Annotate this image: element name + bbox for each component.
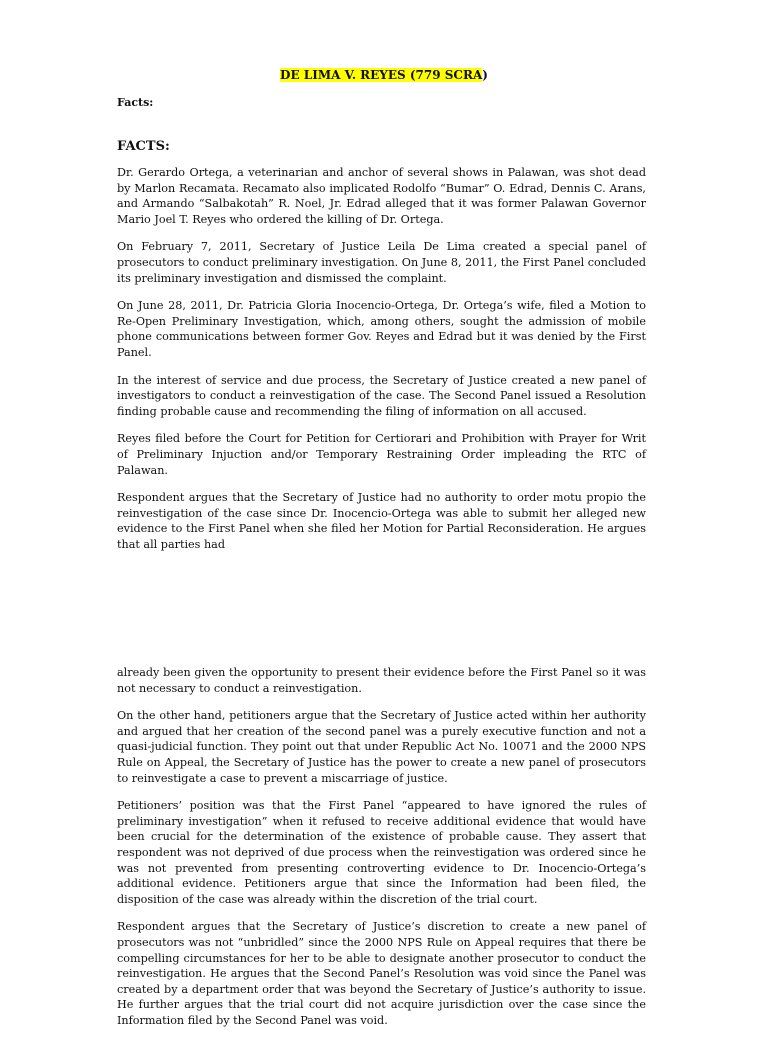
page-two-text xyxy=(117,665,646,1040)
paragraph: Respondent argues that the Secretary of Justice had no authority to order motu propio the reinvestigation of the case since Dr. Inocencio-Ortega was able to submit her alleged new evidence to the First Panel when she filed her Motion for Partial Reconsideration. He argues that all parties had xyxy=(117,491,646,551)
paragraph: Respondent argues that the Secretary of Justice’s discretion to create a new panel of prosecutors was not “unbridled” since the 2000 NPS Rule on Appeal requires that there be compelling circumstances for her to be able to designate another prosecutor to conduct the reinvestigation. He argues that the Second Panel’s Resolution was void since the Panel was created by a department order that was beyond the Secretary of Justice’s authority to issue. He further argues that the trial court did not acquire jurisdiction over the case since the Information filed by the Second Panel was void. xyxy=(117,920,646,1027)
paragraph: On June 28, 2011, Dr. Patricia Gloria Inocencio-Ortega, Dr. Ortega’s wife, filed a Motion to Re-Open Preliminary Investigation, which, among others, sought the admission of mobile phone communications between former Gov. Reyes and Edrad but it was denied by the First Panel. xyxy=(117,299,646,359)
case-title-highlight: DE LIMA V. REYES (779 SCRA xyxy=(280,68,483,82)
paragraph: In the interest of service and due process, the Secretary of Justice created a new panel of investigators to conduct a reinvestigation of the case. The Second Panel issued a Resolution finding probable cause and recommending the filing of information on all accused. xyxy=(117,373,646,418)
paragraph: Reyes filed before the Court for Petition for Certiorari and Prohibition with Prayer for Writ of Preliminary Injuction and/or Temporary Restraining Order impleading the RTC of Palawan. xyxy=(117,432,646,477)
case-title xyxy=(0,67,768,83)
page-one-text xyxy=(117,165,646,564)
paragraph: Petitioners’ position was that the First Panel “appeared to have ignored the rules of preliminary investigation” when it refused to receive additional evidence that would have been crucial for the determination of the existence of probable cause. They assert that respondent was not deprived of due process when the reinvestigation was ordered since he was not prevented from presenting controverting evidence to Dr. Inocencio-Ortega’s additional evidence. Petitioners argue that since the Information had been filed, the disposition of the case was already within the discretion of the trial court. xyxy=(117,799,646,906)
facts-label: Facts: xyxy=(117,96,154,109)
paragraph: Dr. Gerardo Ortega, a veterinarian and anchor of several shows in Palawan, was shot dead by Marlon Recamata. Recamato also implicated Rodolfo “Bumar” O. Edrad, Dennis C. Arans, and Armando “Salbakotah” R. Noel, Jr. Edrad alleged that it was former Palawan Governor Mario Joel T. Reyes who ordered the killing of Dr. Ortega. xyxy=(117,166,646,226)
facts-heading: FACTS: xyxy=(117,139,170,154)
paragraph: On February 7, 2011, Secretary of Justice Leila De Lima created a special panel of prosecutors to conduct preliminary investigation. On June 8, 2011, the First Panel concluded its preliminary investigation and dismissed the complaint. xyxy=(117,240,646,285)
paragraph: already been given the opportunity to present their evidence before the First Panel so it was not necessary to conduct a reinvestigation. xyxy=(117,666,646,695)
paragraph: On the other hand, petitioners argue that the Secretary of Justice acted within her authority and argued that her creation of the second panel was a purely executive function and not a quasi-judicial function. They point out that under Republic Act No. 10071 and the 2000 NPS Rule on Appeal, the Secretary of Justice has the power to create a new panel of prosecutors to reinvestigate a case to prevent a miscarriage of justice. xyxy=(117,709,646,785)
case-title-close: ) xyxy=(482,68,488,82)
